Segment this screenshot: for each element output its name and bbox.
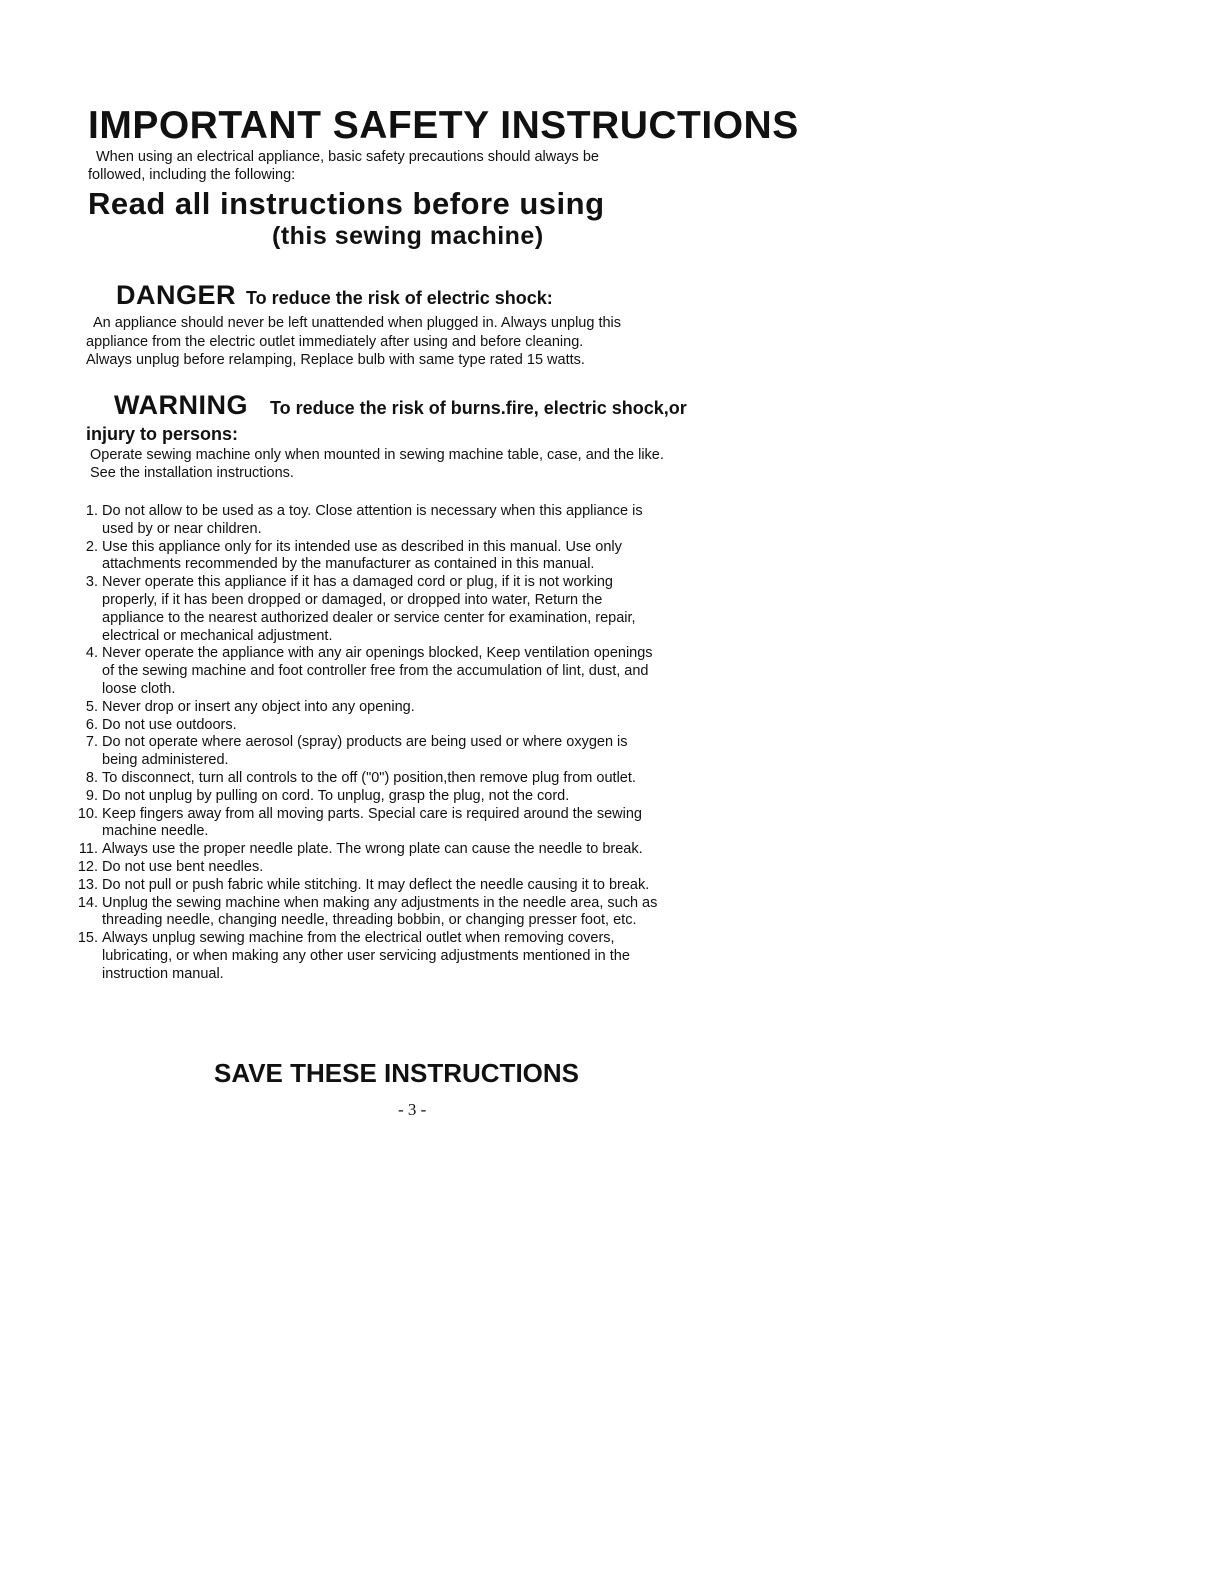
list-item-number: 9. [85, 787, 98, 804]
list-item-text: Never drop or insert any object into any opening. [102, 698, 415, 715]
list-item-text: Do not unplug by pulling on cord. To unplug, grasp the plug, not the cord. [102, 787, 570, 804]
warning-line: See the installation instructions. [90, 465, 294, 481]
list-item-text: of the sewing machine and foot controller free from the accumulation of lint, dust, and [102, 663, 649, 680]
warning-heading [114, 390, 687, 421]
list-item [72, 806, 772, 842]
list-item [72, 841, 772, 859]
list-item [72, 930, 772, 983]
read-heading: Read all instructions before using [88, 186, 605, 221]
list-item-number: 5. [85, 698, 98, 715]
list-item [72, 770, 772, 788]
danger-body [86, 314, 766, 370]
list-item-text: electrical or mechanical adjustment. [102, 627, 333, 644]
save-instructions-heading: SAVE THESE INSTRUCTIONS [214, 1058, 580, 1088]
list-item-text: instruction manual. [102, 965, 224, 982]
list-item [72, 895, 772, 931]
list-item-text: Unplug the sewing machine when making any adjustments in the needle area, such as [102, 894, 658, 911]
list-item-text: Do not use outdoors. [102, 716, 237, 733]
list-item-text: Never operate the appliance with any air openings blocked, Keep ventilation openings [102, 645, 653, 662]
list-item-number: 15. [77, 930, 98, 947]
list-item-number: 7. [85, 734, 98, 751]
list-item-number: 2. [85, 538, 98, 555]
list-item-text: properly, if it has been dropped or damaged, or dropped into water, Return the [102, 591, 603, 608]
list-item-text: lubricating, or when making any other user servicing adjustments mentioned in the [102, 947, 630, 964]
danger-line: appliance from the electric outlet immediately after using and before cleaning. [86, 333, 584, 350]
list-item-text: used by or near children. [102, 520, 262, 537]
list-item-text: being administered. [102, 752, 229, 769]
page-number: - 3 - [398, 1100, 427, 1119]
list-item-number: 10. [77, 805, 98, 822]
list-item [72, 574, 772, 645]
list-item-text: threading needle, changing needle, threading bobbin, or changing presser foot, etc. [102, 912, 637, 929]
list-item-text: Use this appliance only for its intended use as described in this manual. Use only [102, 538, 622, 555]
read-subheading: (this sewing machine) [272, 222, 544, 250]
list-item-number: 11. [78, 841, 98, 858]
warning-line: Operate sewing machine only when mounted in sewing machine table, case, and the like. [90, 447, 664, 463]
danger-keyword: DANGER [116, 280, 237, 310]
list-item-text: machine needle. [102, 823, 209, 840]
list-item-text: Always unplug sewing machine from the electrical outlet when removing covers, [102, 930, 615, 947]
list-item-text: To disconnect, turn all controls to the off ("0") position,then remove plug from outlet. [102, 769, 636, 786]
list-item-text: Never operate this appliance if it has a damaged cord or plug, if it is not working [102, 574, 613, 591]
list-item-text: Do not use bent needles. [102, 858, 264, 875]
list-item-text: appliance to the nearest authorized dealer or service center for examination, repair, [102, 609, 636, 626]
list-item [72, 859, 772, 877]
list-item-number: 8. [85, 769, 98, 786]
intro-text [88, 148, 728, 184]
instruction-list [72, 503, 772, 984]
danger-line: Always unplug before relamping, Replace bulb with same type rated 15 watts. [86, 352, 585, 368]
list-item [72, 717, 772, 735]
warning-keyword: WARNING [114, 390, 248, 420]
list-item-number: 12. [77, 858, 98, 875]
list-item-text: Do not pull or push fabric while stitching. It may deflect the needle causing it to break. [102, 876, 650, 893]
list-item [72, 877, 772, 895]
warning-heading-text: To reduce the risk of burns.fire, electric shock,or [270, 398, 687, 418]
warning-body [90, 446, 790, 482]
list-item [72, 539, 772, 575]
warning-heading-continuation: injury to persons: [86, 424, 239, 444]
danger-line: An appliance should never be left unattended when plugged in. Always unplug this [93, 315, 622, 331]
list-item-number: 3. [85, 574, 98, 591]
list-item-number: 6. [85, 716, 98, 733]
list-item-text: attachments recommended by the manufacturer as contained in this manual. [102, 556, 595, 573]
intro-line: followed, including the following: [88, 167, 296, 183]
danger-heading [116, 280, 553, 311]
list-item-number: 13. [77, 876, 98, 893]
list-item-text: Keep fingers away from all moving parts. Special care is required around the sewing [102, 805, 642, 822]
list-item-text: Do not operate where aerosol (spray) products are being used or where oxygen is [102, 734, 628, 751]
list-item [72, 734, 772, 770]
list-item-number: 1. [85, 503, 98, 519]
list-item [72, 503, 772, 539]
list-item-number: 14. [77, 894, 98, 911]
list-item-text: Do not allow to be used as a toy. Close attention is necessary when this appliance is [102, 503, 643, 519]
list-item-number: 4. [85, 645, 98, 662]
page-title: IMPORTANT SAFETY INSTRUCTIONS [88, 104, 799, 147]
list-item [72, 645, 772, 698]
list-item [72, 788, 772, 806]
intro-line: When using an electrical appliance, basic safety precautions should always be [96, 149, 599, 165]
list-item-text: loose cloth. [102, 680, 176, 697]
list-item [72, 699, 772, 717]
list-item-text: Always use the proper needle plate. The wrong plate can cause the needle to break. [102, 841, 643, 858]
danger-heading-text: To reduce the risk of electric shock: [246, 288, 553, 308]
